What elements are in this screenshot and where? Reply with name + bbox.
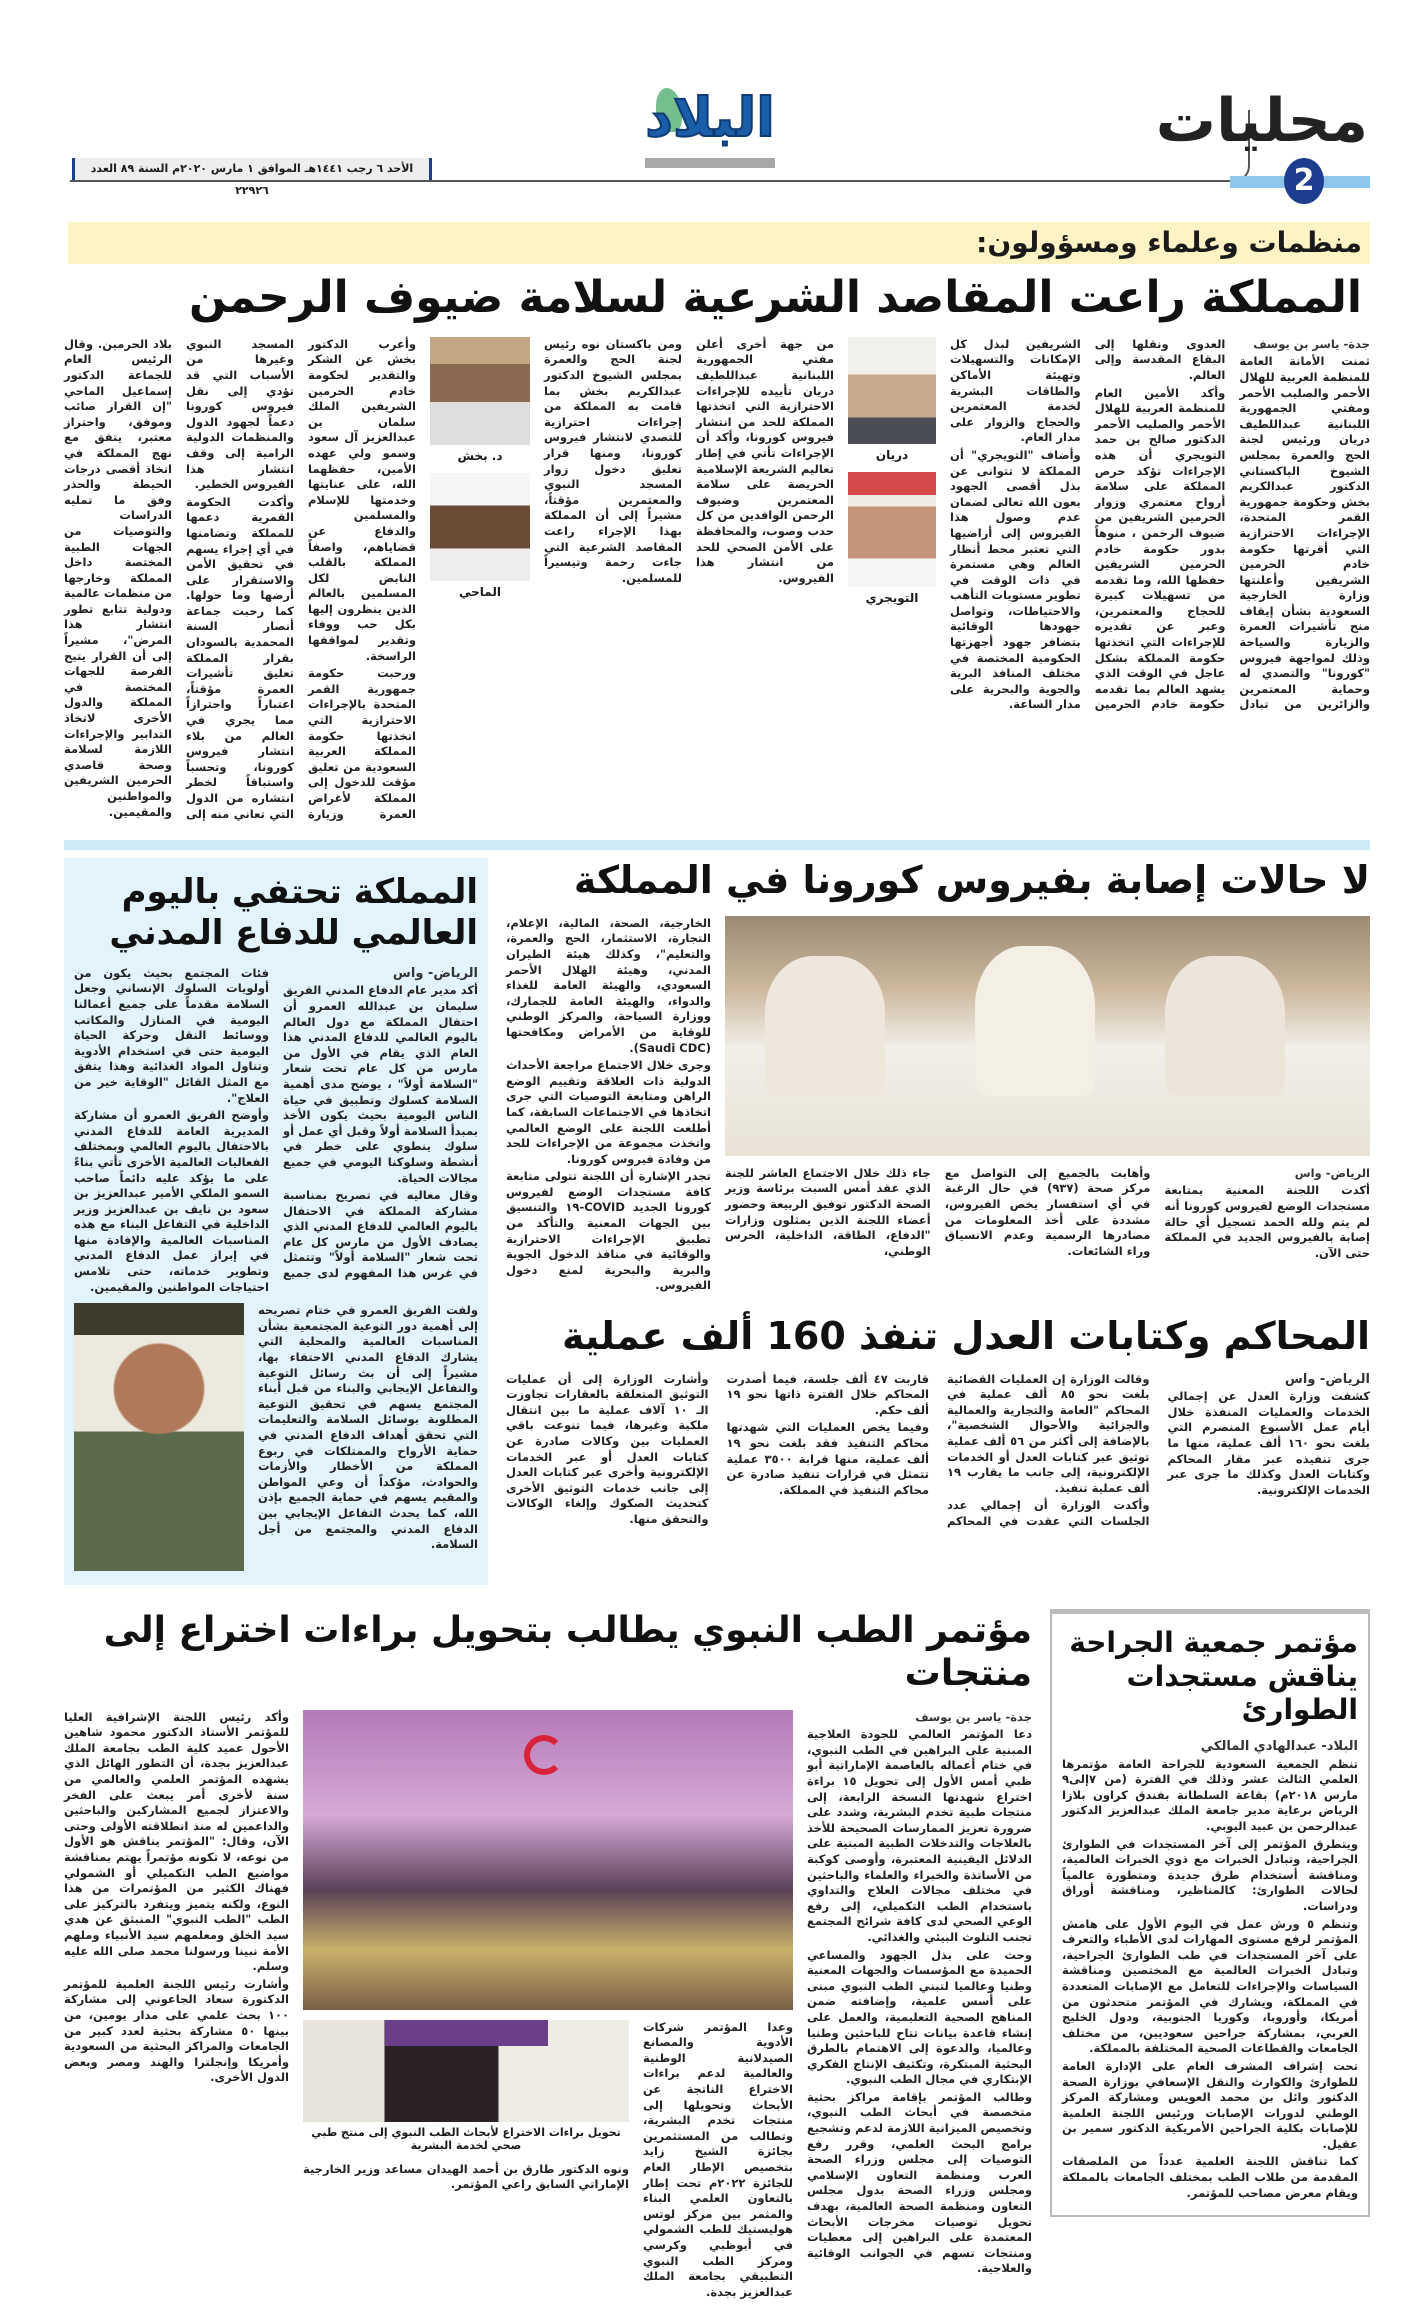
article5-body-mid: [643, 2020, 793, 2303]
article5-caption-text: [303, 2162, 629, 2193]
paragraph: وأكد الأمين العام للمنظمة العربية للهلال الأحمر والصليب الأحمر الدكتور صالح بن حمد التويجري أن هذه الإجراءات تؤكد حرص المملكة على سلامة أرواح معتمري وزوار الحرمين الشريفين من ضيوف الرحمن ، منوهاً بدور حكومة خادم الحرمين الشريفين حفظها الله، وما تقدمه من تسهيلات كبيرة للحجاج والمعتمرين، وعبر عن تقديره للإجراءات التي اتخذتها حكومة المملكة بشكل عاجل في الوقت الذي يشهد العالم بما تقدمه حكومة خادم الحرمين الشريفين لبذل كل الإمكانات والتسهيلات وتهيئة الأماكن والطاقات البشرية لخدمة المعتمرين والحجاج والزوار على مدار العام.: [950, 336, 1226, 712]
surgery-conference-box: [1050, 1609, 1370, 2217]
article2-headline: لا حالات إصابة بفيروس كورونا في المملكة: [573, 858, 1370, 903]
paragraph: ورحبت حكومة جمهورية القمر المتحدة بالإجراءات الاحترازية التي اتخذتها حكومة المملكة العربية السعودية من تعليق مؤقت للدخول إلى المملكة لأغراض العمرة وزيارة المسجد النبوي وغيرها من الأسباب التي قد تؤدي إلى نقل فيروس كورونا دعماً لجهود الدول والمنظمات الدولية الرامية إلى وقف انتشار هذا الفيروس الخطير.: [186, 336, 416, 821]
paragraph: دعا المؤتمر العالمي للجودة العلاجية المبنية على البراهين في الطب النبوي، في ختام أعماله بالعاصمة الإماراتية أبو ظبي أمس الأول إلى تحويل ١٥ براءة اختراع شهدتها النسخة الرابعة، إلى منتجات طبية تخدم البشرية، وشدد على ضرورة تعزيز الممارسات الصحيحة للأخذ بالعلاجات والتدخلات الطبية المبنية على الدلائل اليقينية المعتبرة، وأوصى كوكبة من الأساتذة والخبراء والعلماء والباحثين في مختلف مجالات العلاج والتداوي باستخدام الطب التكميلي، إلى رفع الوعي الصحي لدى كافة شرائح المجتمع تجنب التلوث البيئي والغذائي.: [807, 1727, 1032, 1944]
paragraph: جاء ذلك خلال الاجتماع العاشر للجنة الذي عقد أمس السبت برئاسة وزير الصحة الدكتور توفيق الربيعة وحضور أعضاء اللجنة الذين يمثلون وزارات "الدفاع، الطاقة، الداخلية، الحرس الوطني،: [725, 1165, 931, 1258]
article5-body-left: [64, 1710, 289, 2088]
paragraph: تجدر الإشارة أن اللجنة تتولى متابعة كافة مستجدات الوضع لفيروس كورونا الجديد COVID-١٩ والتنسيق بين الجهات المعنية والتأكد من تطبيق الإجراءات الاحترازية والوقائية في منافذ الدخول الجوية والبرية والبحرية لمنع دخول الفيروس.: [506, 1169, 711, 1293]
middle-right-column: [506, 858, 1370, 1529]
paragraph: وأكد رئيس اللجنة الإشرافية العليا للمؤتمر الأستاذ الدكتور محمود شاهين الأحول عميد كلية الطب بجامعة الملك عبدالعزيز بجدة، أن التطور الهائل الذي يشهده المؤتمر العلمي والعالمي من سنة لأخرى أمر يبعث على الفخر والاعتزاز لجميع المشاركين والباحثين والداعمين له منذ انطلاقته الأولى وحتى الآن، وقال: "المؤتمر يناقش هو الأول من نوعه، لا تكونه مؤتمراً يهتم بمناقشة مواضيع الطب التكميلي أو الشمولي فهناك الكثير من المؤتمرات من هذا النوع، ولكنه يتميز ويتفرد بالتركيز على الطب "الطب النبوي" المنبثق عن هدي سيد الخلق ومعلمهم سيد الأنبياء وملهم الأمة نبينا ورسولنا محمد صلى الله عليه وسلم.: [64, 1709, 289, 1974]
photo-tuwaijri: [848, 472, 936, 587]
paragraph: تنظم الجمعية السعودية للجراحة العامة مؤتمرها العلمي الثالث عشر وذلك في الفترة (من ٧إلى٩ مارس ٢٠١٨م) بقاعة السلطانة بفندق كراون بلازا الرياض برعاية مدير جامعة الملك عبدالعزيز الدكتور عبدالرحمن بن عبيد اليوبي.: [1062, 1756, 1358, 1834]
article4-byline: الرياض- واس: [1284, 1371, 1370, 1387]
article6-headline: مؤتمر جمعية الجراحة يناقش مستجدات الطوارئ: [1069, 1626, 1358, 1727]
paragraph: من جهة أخرى أعلن مفتي الجمهورية اللبنانية عبداللطيف دريان تأييده للإجراءات الاحترازية التي اتخذتها المملكة للحد من انتشار فيروس كورونا، وأكد أن الإجراءات تأتي في إطار تعاليم الشريعة الإسلامية الحريصة على سلامة المعتمرين وضيوف الرحمن الوافدين من كل حدب وصوب، والمحافظة على الأمن الصحي للحد من انتشار هذا الفيروس.: [696, 336, 834, 585]
article3-body-bottom: [258, 1303, 478, 1555]
bottom-band: [64, 1609, 1370, 2302]
photo-caption: دريان: [875, 447, 909, 462]
photo-caption: د. بخش: [457, 448, 503, 463]
paragraph: الخارجية، الصحة، المالية، الإعلام، التجارة، الاستثمار، الحج والعمرة، والتعليم"، وكذلك هيئة الطيران المدني، وهيئة الهلال الأحمر السعودي، والهيئة العامة للغذاء والدواء، والهيئة العامة للجمارك، ووزارة السياحة، والمركز الوطني للوقاية من الأمراض ومكافحتها (Saudi CDC).: [506, 915, 711, 1055]
photo-award-ceremony: [303, 2020, 629, 2122]
article5: [64, 1609, 1032, 2302]
newspaper-logo: البلاد: [645, 86, 775, 149]
article5-lower-row: [303, 2020, 793, 2303]
article2-body: [725, 1166, 1370, 1262]
photo-daryan: [848, 337, 936, 444]
article5-photo-area: [303, 1710, 793, 2303]
paragraph: وأعرب الدكتور بخش عن الشكر والتقدير لحكومة خادم الحرمين الشريفين الملك سلمان بن عبدالعزيز آل سعود وسمو ولي عهده الأمين، حفظهما الله، على عنايتها وخدمتها للإسلام والمسلمين والدفاع عن قضاياهم، واصفاً المملكة بالقلب النابض لكل المسلمين بالعالم الذين ينظرون إليها بكل حب ووفاء وتقدير لمواقفها الراسخة.: [308, 336, 416, 663]
paragraph: وقال معاليه في تصريح بمناسبة مشاركة المملكة في الاحتفال باليوم العالمي للدفاع المدني الذي يصادف الأول من مارس كل عام تحت شعار "السلامة أولاً" وتتمثل في غرس هذا المفهوم لدى جميع فئات المجتمع بحيث يكون من أولويات السلوك الإنساني وجعل السلامة مقدماً على جميع أعمالنا اليومية في المنازل والمكاتب ووسائط النقل وحركة الحياة اليومية حتى في استخدام الأدوية وتناول المواد الغذائية وهذا يتفق مع المثل القائل "الوقاية خير من العلاج".: [74, 965, 478, 1281]
article5-award-area: [303, 2020, 629, 2195]
photo-bakhsh: [430, 337, 530, 445]
article1-headline: المملكة راعت المقاصد الشرعية لسلامة ضيوف الرحمن: [188, 272, 1362, 323]
paragraph: ونوه الدكتور طارق بن أحمد الهيدان مساعد وزير الخارجية الإماراتي السابق راعي المؤتمر.: [303, 2161, 629, 2192]
article1-body-middle: [544, 337, 834, 589]
article1-body: [64, 337, 1370, 822]
paragraph: وأكدت الحكومة القمرية دعمها للمملكة وتضامنها في أي إجراء يسهم في تحقيق الأمن والاستقرار على أرضها وما حولها. كما رحبت جماعة أنصار السنة المحمدية بالسودان بقرار المملكة تعليق تأشيرات العمرة مؤقتاً، اعتباراً واحترازاً مما يجري في العالم من بلاء انتشار فيروس كورونا، وتحسباً واستباقاً لخطر انتشاره من الدول التي تعاني منه إلى بلاد الحرمين. وقال الرئيس العام للجماعة الدكتور إسماعيل الماحي "إن القرار صائب وموفق، واحتراز معتبر، يتفق مع نهج المملكة في اتخاذ أقصى درجات الحيطة والحذر وفق ما تمليه الدراسات والتوصيات من الجهات الطبية المختصة داخل المملكة وخارجها من منظمات عالمية ودولية تتابع تطور انتشار هذا المرض"، مشيراً إلى أن القرار يتيح الفرصة للجهات المختصة في المملكة والدول الأخرى لاتخاذ التدابير والإجراءات اللازمة لسلامة وصحة قاصدي الحرمين الشريفين والمواطنين والمقيمين.: [64, 336, 294, 821]
issue-date-line: الأحد ٦ رجب ١٤٤١هـ الموافق ١ مارس ٢٠٢٠م السنة ٨٩ العدد ٢٢٩٢٦: [72, 158, 432, 180]
article5-headline: مؤتمر الطب النبوي يطالب بتحويل براءات اختراع إلى منتجات: [103, 1610, 1032, 1695]
article2-photo-area: [725, 916, 1370, 1262]
photo-figure: [765, 956, 885, 1096]
paragraph: وأهابت بالجميع إلى التواصل مع مركز صحة (٩٣٧) في حال الرغبة في أي استفسار يخص الفيروس، مشددة على أخذ المعلومات من مصادرها الرسمية وعدم الانسياق وراء الشائعات.: [944, 1165, 1151, 1258]
photo-civil-defense-director: [74, 1303, 244, 1571]
article1-photo-column: [848, 337, 936, 615]
paragraph: ومن باكستان نوه رئيس لجنة الحج والعمرة بمجلس الشيوخ الدكتور عبدالكريم بخش بما قامت به المملكة من إجراءات احترازية للتصدي لانتشار فيروس كورونا، ومنها قرار تعليق دخول زوار المسجد النبوي والمعتمرين مؤقتاً، مشيراً إلى أن المملكة بهذا الإجراء راعت المقاصد الشرعية التي جاءت رحمة وتيسيراً للمسلمين.: [544, 336, 682, 585]
paragraph: وحث على بذل الجهود والمساعي الحميدة مع المؤسسات والجهات المعنية وطنيا وعالميا لتبني الطب النبوي مبنى على أسس علمية، وإضافته ضمن المناهج الصحية التعليمية، والعمل على إنشاء قاعدة بيانات تتاح للباحثين وطنيا وعالميا، والدعوة إلى الاهتمام بالطرق البحثية المبتكرة، وتكثيف الإنتاج الفكري الإبتكاري في مجال الطب النبوي.: [807, 1947, 1032, 2087]
paragraph: ثمنت الأمانة العامة للمنظمة العربية للهلال الأحمر والصليب الأحمر ومفتي الجمهورية اللبنانية عبداللطيف دريان ورئيس لجنة الحج والعمرة بمجلس الشيوخ الباكستاني الدكتور عبدالكريم بخش وحكومة جمهورية القمر المتحدة، الإجراءات الاحترازية التي أقرتها حكومة خادم الحرمين الشريفين وأعلنتها وزارة الخارجية السعودية بشأن إيقاف منح تأشيرات العمرة والزيارة والسياحة وذلك لمواجهة فيروس "كورونا" والتصدي له وحماية المعتمرين والزائرين من تبادل العدوى ونقلها إلى البقاع المقدسة وإلى العالم.: [1094, 336, 1370, 712]
photo-mahi: [430, 473, 530, 581]
article2-byline: الرياض- واس: [1294, 1165, 1370, 1180]
paragraph: وتنظم ٥ ورش عمل في اليوم الأول على هامش المؤتمر لرفع مستوى المهارات لدى الأطباء والتعرف على آخر المستجدات في طب الطوارئ الجراحية، وتبادل الخبرات العالمية مع المختصين ومناقشة السياسات والإجراءات للتعامل مع الإصابات المتعددة في المملكة، ويشارك في المؤتمر متحدثون من أمريكا، وأوروبا، وكوريا الجنوبية، ودول الخليج العربي، بمشاركة جراحين سعوديين، من مختلف الجامعات والقطاعات الصحية المختلفة بالمملكة.: [1062, 1916, 1358, 2056]
article4-body: [506, 1372, 1370, 1530]
crescent-logo-icon: [524, 1735, 564, 1775]
photo-banner: [385, 2020, 548, 2046]
paragraph: وأشارت الوزارة إلى أن عمليات التوثيق المتعلقة بالعقارات تجاوزت الـ ١٠ آلاف عملية ما بين انتقال ملكية وغيرها، فيما تنوعت باقي العمليات بين وكالات صادرة عن كتابات العدل أو عبر الخدمات الإلكترونية وأخرى عبر كتابات العدل إلى جانب خدمات التوثيق الأخرى كتحديث الصكوك وإلغاء الوكالات والتحقق منها.: [506, 1371, 709, 1526]
paragraph: وأشارت رئيس اللجنة العلمية للمؤتمر الدكتورة سعاد الجاعوني إلى مشاركة ١٠٠ بحث علمي على مدار يومين، من بينها ٥٠ مشاركة بحثية لعدد كبير من الجامعات والمراكز البحثية من السعودية وأمريكا وإنجلترا والهند ومصر وبعض الدول الأخرى.: [64, 1976, 289, 2085]
article3-headline: المملكة تحتفي باليوم العالمي للدفاع المدني: [109, 872, 478, 953]
page-number: 2: [1284, 158, 1324, 204]
article1-kicker: منظمات وعلماء ومسؤولون:: [68, 222, 1370, 264]
logo-underbar: [645, 158, 775, 168]
article5-body: [64, 1710, 1032, 2303]
page-header: [64, 0, 1370, 222]
article5-byline: جدة- ياسر بن يوسف: [915, 1709, 1032, 1724]
photo-caption: الماحي: [459, 584, 501, 599]
article1-body-right: [950, 337, 1370, 714]
paragraph: ويتطرق المؤتمر إلى آخر المستجدات في الطوارئ الجراحية، وتبادل الخبرات مع ذوي الخبرات العالمية، ومناقشة أستخدام طرق جديدة ومتطورة عالمياً لحالات الطوارئ: كالمناظير، ومناقشة أوراق ودراسات.: [1062, 1836, 1358, 1913]
paragraph: أكدت اللجنة المعنية بمتابعة مستجدات الوضع لفيروس كورونا أنه لم يتم ولله الحمد تسجيل أي حالة إصابة بالفيروس الجديد في المملكة حتى الآن.: [1164, 1183, 1370, 1260]
photo-caption: تحويل براءات الاختراع لأبحاث الطب النبوي إلى منتج طبي صحي لخدمة البشرية: [311, 2125, 621, 2152]
paragraph: وعدا المؤتمر شركات الأدوية والمصانع الصيدلانية الوطنية والعالمية لدعم براءات الاختراع الناتجة عن الأبحاث وتحويلها إلى منتجات تخدم البشرية، وتطالب من المستثمرين بجائزة الشيخ زايد بتخصيص الإطار العام للجائزة ٢٠٢٢م تحت إطار بالتعاون العلمي البناء والمثمر بين مركز لوتس هوليستيك للطب الشمولي في أبوظبي وكرسي ومركز الطب النبوي التطبيقي بجامعة الملك عبدالعزيز بجدة.: [643, 2019, 793, 2299]
article6-byline: البلاد- عبدالهادي المالكي: [1200, 1739, 1358, 1755]
article1-photo-column: [430, 337, 530, 609]
article6-body: [1062, 1739, 1358, 2201]
paragraph: ولفت الفريق العمرو في ختام تصريحه إلى أهمية دور التوعية المجتمعية بشأن المناسبات العالمية والمحلية التي يشارك الدفاع المدني الاحتفاء بها، مشيراً إلى أن بث رسائل التوعية والتفاعل الإيجابي والبناء من قبل أبناء المجتمع يسهم في تحقيق التوعية المطلوبة بوسائل السلامة والتعليمات التي تحقق أهداف الدفاع المدني في حماية الأرواح والممتلكات في ربوع المملكة من الأخطار والأزمات والحوادث، مؤكداً أن وعي المواطن والمقيم يسهم في حماية الجميع بإذن الله، كما يحدث التفاعل الإيجابي بين الدفاع المدني والمجتمع من أجل السلامة.: [258, 1303, 478, 1552]
photo-conference-group: [303, 1710, 793, 2010]
paragraph: كما تناقش اللجنة العلمية عدداً من الملصقات المقدمة من طلاب الطب بمختلف الجامعات بالمملكة ويقام معرض مصاحب للمؤتمر.: [1062, 2154, 1358, 2200]
photo-corona-committee-meeting: [725, 916, 1370, 1156]
paragraph: أكد مدير عام الدفاع المدني الفريق سليمان بن عبدالله العمرو أن احتفال المملكة مع دول العالم باليوم العالمي للدفاع المدني هذا العام الذي يقام في الأول من مارس من كل عام تحت شعار "السلامة أولاً" ، يوضح مدى أهمية السلامة كسلوك وتطبيق في حياة الناس اليومية بحيث يكون الأخذ بمبدأ السلامة أولاً وقبل أي عمل أو سلوك ينطوي على خطر في أنشطة وسلوكنا اليومي في جميع مجالات الحياة.: [283, 983, 478, 1185]
paragraph: وجرى خلال الاجتماع مراجعة الأحداث الدولية ذات العلاقة وتقييم الوضع الراهن ومتابعة التوصيات التي جرى اتخاذها في الاجتماعات السابقة، كما أطلعت اللجنة على الوضع العالمي واتخذت مجموعة من الإجراءات للحد من وفادة فيروس كورونا.: [506, 1058, 711, 1166]
article2-top-row: [506, 916, 1370, 1296]
article3-byline: الرياض- واس: [392, 965, 478, 981]
article1-body-left: [64, 337, 416, 822]
divider: [64, 840, 1370, 850]
middle-band: [64, 858, 1370, 1585]
article3-bottom-row: [74, 1303, 478, 1571]
article5-body-right: [807, 1710, 1032, 2279]
paragraph: وفيما يخص العمليات التي شهدتها محاكم التنفيذ فقد بلغت نحو ١٩ ألف عملية، منها قرابة ٣٥٠٠ عملية تتمثل في قرارات تنفيذ صادرة عن محاكم التنفيذ في المملكة.: [726, 1420, 929, 1497]
article3-body-top: [74, 966, 478, 1295]
photo-figure: [975, 946, 1095, 1096]
paragraph: كشفت وزارة العدل عن إجمالي الخدمات والعمليات المنفذة خلال أيام عمل الأسبوع المنصرم التي بلغت نحو ١٦٠ ألف عملية، منها ما جرى تنفيذه عبر مقار المحاكم وكتابات العدل وكذلك ما جرى عبر الخدمات الإلكترونية.: [1167, 1389, 1370, 1497]
paragraph: وقالت الوزارة إن العمليات القضائية بلغت نحو ٨٥ ألف عملية في المحاكم "العامة والتجارية والعمالية والجزائية والأحوال الشخصية"، بالإضافة إلى أكثر من ٥٦ ألف عملية توثيق عبر كتابات العدل أو الخدمات الإلكترونية، إلى جانب ما يقارب ١٩ ألف عملية تنفيذ.: [947, 1371, 1150, 1495]
article2-body-left: [506, 916, 711, 1296]
photo-figure: [1165, 956, 1285, 1096]
spacer: [64, 1585, 1370, 1609]
paragraph: وأوضح الفريق العمرو أن مشاركة المديرية العامة للدفاع المدني بالاحتفال باليوم العالمي وبمختلف الفعاليات العالمية الأخرى تأتي بناءً على ما يؤكد عليه دائماً صاحب السمو الملكي الأمير عبدالعزيز بن سعود بن نايف بن عبدالعزيز وزير الداخلية في التفاعل البناء مع هذه المناسبات العالمية والإفادة منها في إبراز عمل الدفاع المدني وتطوير خدماته، حتى تلامس احتياجات المواطنين والمقيمين.: [74, 1108, 269, 1294]
paragraph: وأضاف "التويجري" أن المملكة لا تتوانى عن بذل أقصى الجهود بعون الله تعالى لضمان عدم وصول هذا الفيروس إلى أراضيها التي تعتبر محط أنظار العالم وهي مستمرة في ذات الوقت في تطوير مستويات التأهب والاحتياطات، وتواصل جهودها الوقائية بتضافر جهود أجهزتها الحكومية المختصة في مختلف المنافذ البرية والجوية والبحرية على مدار الساعة.: [950, 447, 1081, 712]
civil-defense-box: [64, 858, 488, 1585]
paragraph: وطالب المؤتمر بإقامة مراكز بحثية متخصصة في أبحاث الطب النبوي، وتخصيص الميزانية اللازمة لدعم وتشجيع برامج البحث العلمي، وقرر رفع التوصيات إلى مجلس وزراء الصحة العرب ومنظمة التعاون الإسلامي ومجلس وزراء الصحة بدول مجلس التعاون ومنظمة الصحة العالمية، بهدف تحويل توصيات مخرجات الأبحاث المعتمدة على البراهين إلى معطيات ومنتجات تسهم في الجوانب الوقائية والعلاجية.: [807, 2089, 1032, 2276]
photo-caption: التويجري: [865, 590, 919, 605]
paragraph: وأكدت الوزارة أن إجمالي عدد الجلسات التي عقدت في المحاكم قاربت ٤٧ ألف جلسة، فيما أصدرت المحاكم خلال الفترة ذاتها نحو ١٩ ألف حكم.: [726, 1371, 1150, 1528]
paragraph: تحت إشراف المشرف العام على الإدارة العامة للطوارئ والكوارث والنقل الإسعافي بوزارة الصحة الدكتور وائل بن محمد العويس ومشاركة المركز الوطني لدورات الإصابات ورئيس اللجنة العلمية للإصابات بكلية الجراحين الأمريكية الدكتور سمير بن عقيل.: [1062, 2058, 1358, 2151]
section-title: محليات: [1155, 86, 1368, 156]
article1-byline: جدة- ياسر بن يوسف: [1253, 336, 1370, 351]
article4-headline: المحاكم وكتابات العدل تنفذ 160 ألف عملية: [561, 1314, 1370, 1359]
